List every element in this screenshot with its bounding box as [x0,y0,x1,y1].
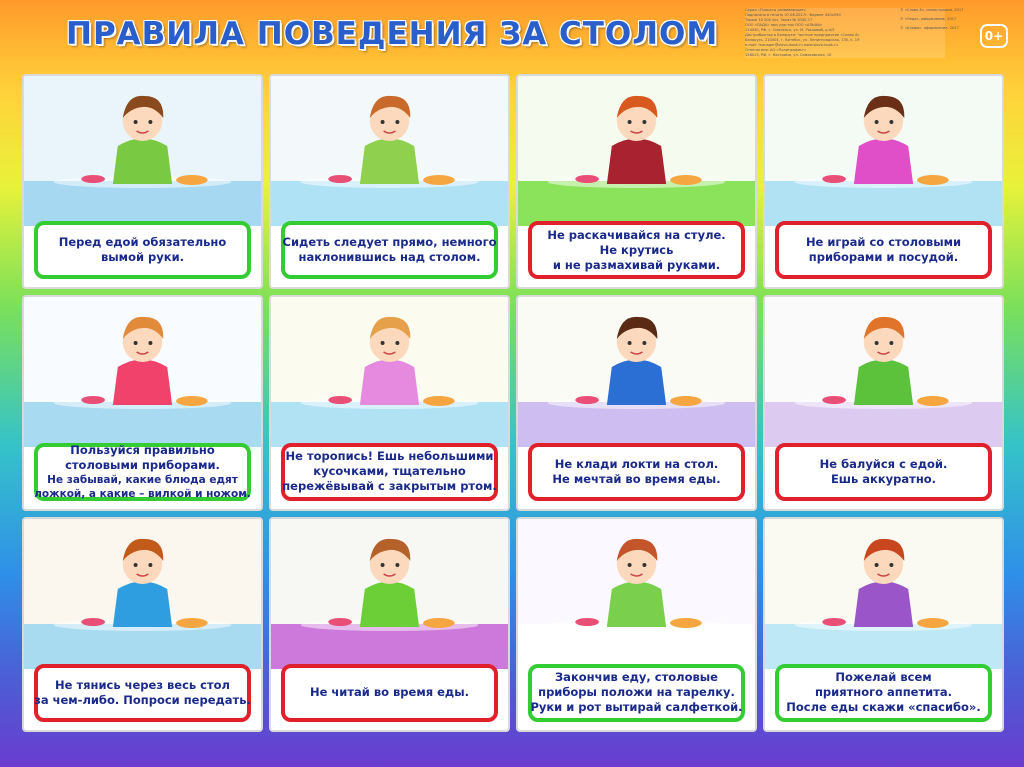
rule-caption [528,443,745,501]
rule-caption-line: Сидеть следует прямо, немного [282,235,497,250]
rule-caption-line: приятного аппетита. [814,685,952,700]
imprint-line: 156013, РФ, г. Кострома, ул. Самоковская, 10 [745,53,832,57]
rule-caption [281,664,498,722]
rule-card [269,295,510,510]
imprint-line: 214030, РФ, г. Смоленск, ул. М. Расковой, д.4/2 [745,28,835,32]
rules-grid [22,74,1004,732]
rule-card [269,74,510,289]
rule-card [516,74,757,289]
rule-caption-line: наклонившись над столом. [298,250,481,265]
rule-caption-line: приборы положи на тарелку. [538,685,735,700]
rule-caption-line: Ешь аккуратно. [830,471,937,486]
rule-caption-line: кусочками, тщательно [313,464,466,479]
rule-caption-line: за чем-либо. Попроси передать. [34,692,251,707]
rule-caption [281,221,498,279]
rule-caption-line: Не тянись через весь стол [55,677,230,692]
rule-caption-line: После еды скажи «спасибо». [786,700,981,715]
rule-caption-line: Пожелай всем [835,670,932,685]
rule-illustration [765,519,1002,669]
copyright-line: © «Слово А», иллюстрации, 2017 [900,8,964,12]
rule-card [22,517,263,732]
rule-caption-line: Перед едой обязательно [58,235,227,250]
rule-card [763,295,1004,510]
rule-illustration [518,519,755,669]
rule-caption-line: приборами и посудой. [808,250,959,265]
rule-card [763,517,1004,732]
rule-illustration [24,76,261,226]
imprint-line: Беларусь, 210004, г. Витебск, ул. Ленинградская, 135, к. 19 [745,38,860,42]
rule-caption-line: Не крутись [599,242,674,257]
rule-caption-line: Не торопись! Ешь небольшими [285,449,494,464]
copyright-line: © «Альфа», оформление, 2017 [900,26,959,30]
rule-caption-line: Не играй со столовыми [805,235,962,250]
rule-card [516,517,757,732]
rule-caption-line: ложкой, а какие – вилкой и ножом. [34,487,251,500]
imprint-line: Дистрибьютор в Беларуси: Частное предприятие «Слово А» [745,33,860,37]
rule-caption-line: столовыми приборами. [65,457,220,472]
rule-caption-line: Не клади локти на стол. [554,456,719,471]
rule-card [22,295,263,510]
imprint-line: Отпечатано: АО «Полиграфист» [745,48,807,52]
copyright-block [900,8,980,35]
rule-card [763,74,1004,289]
rule-caption-line: и не размахивай руками. [552,257,721,272]
poster-title: ПРАВИЛА ПОВЕДЕНИЯ ЗА СТОЛОМ [66,16,719,52]
rule-illustration [765,76,1002,226]
rule-caption-line: Не балуйся с едой. [819,456,948,471]
copyright-line: © «Леда», оформление, 2017 [900,17,957,21]
rule-illustration [271,297,508,447]
rule-caption-line: Не мечтай во время еды. [552,471,721,486]
rule-caption-line: Закончив еду, столовые [555,670,718,685]
rule-caption [528,664,745,722]
rule-caption-line: пережёвывай с закрытым ртом. [282,479,497,494]
rule-illustration [24,519,261,669]
rule-caption [775,664,992,722]
rule-illustration [271,76,508,226]
age-rating-badge: 0+ [980,24,1008,48]
imprint-line: Тираж 10 000 экз. Заказ № 3040-17 [745,18,813,22]
imprint-line: Серия «Плакаты развивающие» [745,8,806,12]
imprint-line: Подписано в печать 07.06.2017г. Формат 440х590 [745,13,841,17]
rule-illustration [518,76,755,226]
rule-caption-line: Не читай во время еды. [309,685,469,700]
rule-caption [34,443,251,501]
rule-caption [528,221,745,279]
rule-caption-line: Руки и рот вытирай салфеткой. [530,700,743,715]
rule-card [269,517,510,732]
rule-caption-line: Не забывай, какие блюда едят [47,473,238,486]
rule-caption-line: вымой руки. [101,250,184,265]
rule-illustration [518,297,755,447]
rule-card [22,74,263,289]
rule-card [516,295,757,510]
rule-illustration [271,519,508,669]
rule-caption [775,443,992,501]
rule-caption [34,221,251,279]
rule-caption-line: Не раскачивайся на стуле. [547,227,726,242]
rule-caption [281,443,498,501]
imprint-line: ООО «ЛАДА» при участии ООО «АЛЬФА» [745,23,823,27]
rule-illustration [24,297,261,447]
rule-caption-line: Пользуйся правильно [70,442,215,457]
rule-caption [775,221,992,279]
imprint-line: e-mail: manager@slovo-book.ru www.slovo-book.ru [745,43,838,47]
rule-illustration [765,297,1002,447]
rule-caption [34,664,251,722]
